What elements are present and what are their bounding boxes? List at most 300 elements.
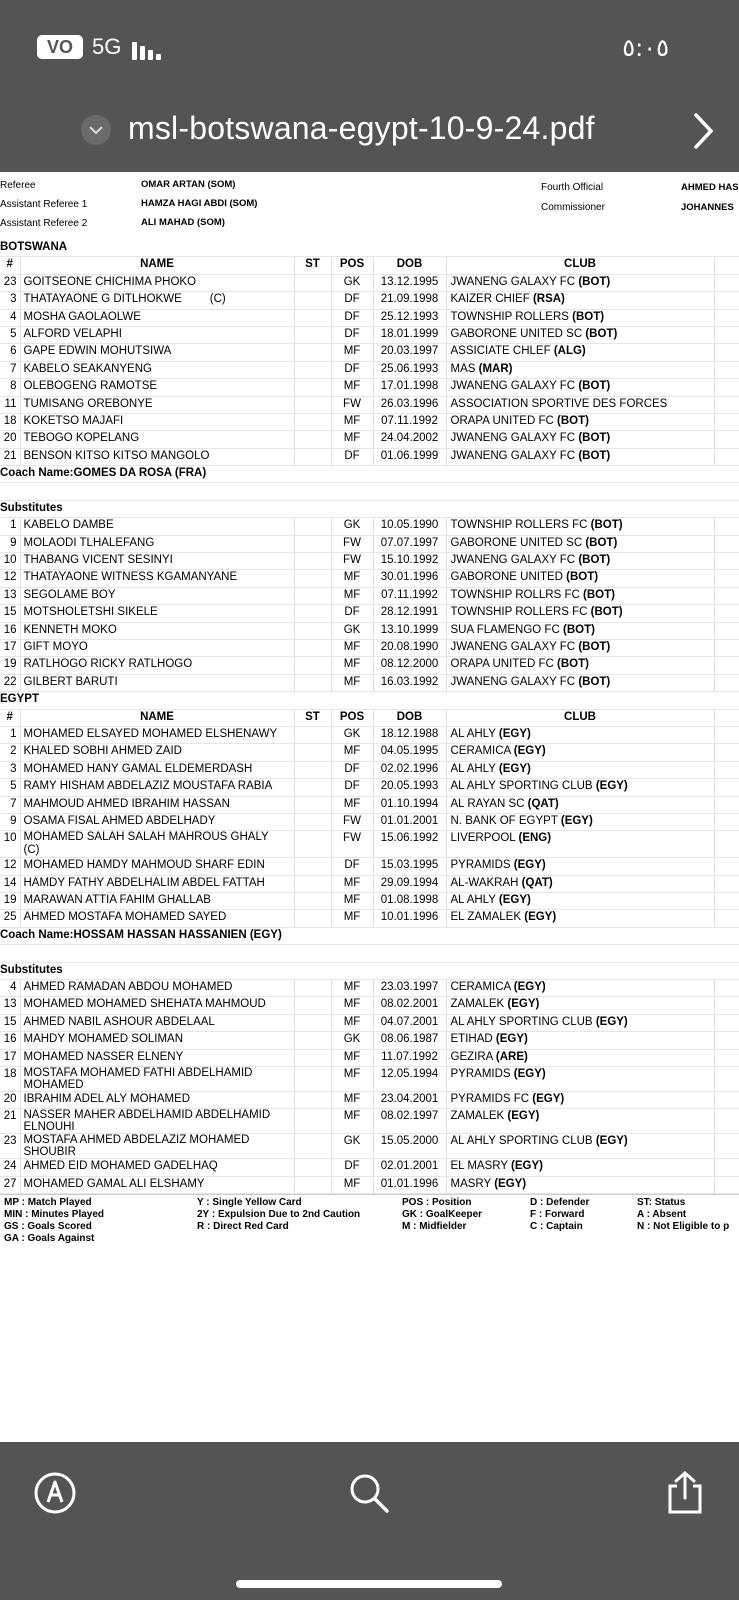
table-row [0, 779, 739, 796]
player-number: 18 [0, 1066, 20, 1091]
extra-cell [714, 344, 739, 361]
player-dob: 13.12.1995 [373, 274, 446, 291]
extra-cell [714, 553, 739, 570]
player-status [294, 570, 331, 587]
club-name: JWANENG GALAXY FC [450, 640, 576, 653]
squad-table [0, 240, 739, 1194]
player-status [294, 622, 331, 639]
club-name: KAIZER CHIEF [450, 293, 530, 306]
club-name: AL AHLY [450, 762, 496, 775]
player-dob: 01.08.1998 [373, 893, 446, 910]
player-name-text: MOHAMED ELSAYED MOHAMED ELSHENAWY [23, 727, 278, 740]
player-club [446, 379, 714, 396]
extra-cell [714, 1159, 739, 1176]
club-country: (EGY) [560, 814, 593, 827]
extra-cell [714, 858, 739, 875]
player-position: DF [331, 361, 373, 378]
player-club [446, 726, 714, 743]
club-name: AL AHLY [450, 727, 496, 740]
extra-cell [714, 893, 739, 910]
table-row [0, 622, 739, 639]
player-dob: 17.01.1998 [373, 379, 446, 396]
pdf-page [0, 172, 739, 1442]
table-row [0, 1014, 739, 1031]
official-label: Fourth Official [541, 182, 604, 193]
player-club [446, 910, 714, 927]
player-name-text: KOKETSO MAJAFI [23, 414, 124, 427]
club-name: EL MASRY [450, 1160, 508, 1173]
player-club [446, 570, 714, 587]
player-status [294, 639, 331, 656]
official-value: HAMZA HAGI ABDI (SOM) [141, 198, 258, 209]
club-name: CERAMICA [450, 981, 511, 994]
player-dob: 23.04.2001 [373, 1091, 446, 1108]
player-dob: 20.03.1997 [373, 344, 446, 361]
club-country: (BOT) [590, 606, 623, 619]
extra-cell [714, 1066, 739, 1091]
next-button[interactable] [691, 109, 717, 158]
legend-item: M : Midfielder [402, 1221, 467, 1233]
table-row [0, 813, 739, 830]
substitutes-title-text: Substitutes [0, 962, 739, 979]
player-dob: 18.12.1988 [373, 726, 446, 743]
player-name [20, 605, 294, 622]
player-dob: 25.06.1993 [373, 361, 446, 378]
player-position: MF [331, 1176, 373, 1193]
club-name: AL RAYAN SC [450, 797, 525, 810]
player-number: 19 [0, 657, 20, 674]
legend-item: 2Y : Expulsion Due to 2nd Caution [197, 1209, 361, 1221]
legend-item: R : Direct Red Card [197, 1221, 289, 1233]
player-status [294, 1049, 331, 1066]
player-club [446, 639, 714, 656]
player-name-text: TUMISANG OREBONYE [23, 397, 153, 410]
player-number: 4 [0, 309, 20, 326]
player-position: DF [331, 858, 373, 875]
table-row [0, 875, 739, 892]
club-name: GABORONE UNITED SC [450, 327, 583, 340]
club-name: LIVERPOOL [450, 832, 516, 845]
player-dob: 04.07.2001 [373, 1014, 446, 1031]
club-country: (BOT) [562, 623, 595, 636]
player-name-text: KABELO SEAKANYENG [23, 362, 152, 375]
club-country: (EGY) [513, 1067, 546, 1080]
player-name [20, 875, 294, 892]
title-menu-button[interactable] [81, 115, 111, 145]
player-dob: 02.02.1996 [373, 761, 446, 778]
table-row [0, 657, 739, 674]
player-name-text: ALFORD VELAPHI [23, 327, 122, 340]
table-row [0, 587, 739, 604]
substitutes-title [0, 962, 739, 979]
club-name: TOWNSHIP ROLLRS FC [450, 588, 580, 601]
table-row [0, 326, 739, 343]
player-status [294, 431, 331, 448]
player-club [446, 1134, 714, 1159]
club-name: AL-WAKRAH [450, 876, 519, 889]
club-name: JWANENG GALAXY FC [450, 275, 576, 288]
table-row [0, 292, 739, 309]
table-header [0, 709, 739, 726]
club-name: JWANENG GALAXY FC [450, 449, 576, 462]
player-name-line2: (C) [23, 844, 40, 857]
player-name-text: AHMED RAMADAN ABDOU MOHAMED [23, 981, 233, 994]
club-country: (EGY) [494, 1177, 527, 1190]
official-value: OMAR ARTAN (SOM) [141, 179, 236, 190]
table-row [0, 761, 739, 778]
player-name [20, 980, 294, 997]
legend-col [402, 1197, 482, 1233]
player-name-text: KHALED SOBHI AHMED ZAID [23, 745, 182, 758]
player-name [20, 553, 294, 570]
player-club [446, 875, 714, 892]
player-number: 3 [0, 292, 20, 309]
extra-cell [714, 448, 739, 465]
player-number: 5 [0, 779, 20, 796]
player-name [20, 361, 294, 378]
extra-cell [714, 413, 739, 430]
club-country: (EGY) [524, 911, 557, 924]
extra-cell [714, 326, 739, 343]
club-country: (EGY) [595, 1015, 628, 1028]
club-name: TOWNSHIP ROLLERS FC [450, 519, 588, 532]
legend-item: GA : Goals Against [4, 1233, 95, 1245]
player-position: MF [331, 1049, 373, 1066]
player-name [20, 674, 294, 691]
official-value: JOHANNES [681, 202, 734, 213]
extra-cell [714, 570, 739, 587]
player-position: GK [331, 1032, 373, 1049]
player-status [294, 980, 331, 997]
club-country: (ALG) [553, 345, 586, 358]
viewer-header [0, 0, 739, 172]
table-row [0, 674, 739, 691]
club-name: GEZIRA [450, 1050, 493, 1063]
player-name-text: IBRAHIM ADEL ALY MOHAMED [23, 1092, 191, 1105]
player-number: 9 [0, 813, 20, 830]
player-status [294, 448, 331, 465]
player-club [446, 674, 714, 691]
player-number: 10 [0, 831, 20, 858]
extra-cell [714, 639, 739, 656]
player-name [20, 1159, 294, 1176]
player-dob: 15.03.1995 [373, 858, 446, 875]
player-dob: 25.12.1993 [373, 309, 446, 326]
table-row [0, 831, 739, 858]
player-status [294, 1176, 331, 1193]
player-status [294, 997, 331, 1014]
player-dob: 26.03.1996 [373, 396, 446, 413]
table-row [0, 518, 739, 535]
player-status [294, 553, 331, 570]
extra-cell [714, 761, 739, 778]
header-extra [714, 709, 739, 726]
player-club [446, 813, 714, 830]
player-club [446, 361, 714, 378]
markup-button[interactable] [32, 1470, 78, 1516]
player-number: 12 [0, 570, 20, 587]
extra-cell [714, 518, 739, 535]
table-row [0, 431, 739, 448]
player-number: 15 [0, 605, 20, 622]
legend-item: D : Defender [530, 1197, 590, 1209]
header-club: CLUB [446, 257, 714, 274]
player-name [20, 1109, 294, 1134]
player-name-text: MOHAMED MOHAMED SHEHATA MAHMOUD [23, 998, 266, 1011]
club-name: JWANENG GALAXY FC [450, 554, 576, 567]
club-name: PYRAMIDS [450, 859, 511, 872]
player-name [20, 292, 294, 309]
club-country: (EGY) [513, 859, 546, 872]
club-country: (QAT) [521, 876, 553, 889]
player-dob: 28.12.1991 [373, 605, 446, 622]
document-title: msl-botswana-egypt-10-9-24.pdf [128, 110, 595, 146]
club-name: PYRAMIDS FC [450, 1092, 530, 1105]
club-name: GABORONE UNITED SC [450, 536, 583, 549]
player-status [294, 831, 331, 858]
player-club [446, 518, 714, 535]
player-name-text: MOSTAFA MOHAMED FATHI ABDELHAMID [23, 1066, 253, 1079]
extra-cell [714, 726, 739, 743]
player-number: 17 [0, 1049, 20, 1066]
legend-item: A : Absent [637, 1209, 687, 1221]
player-name [20, 1091, 294, 1108]
table-row [0, 605, 739, 622]
player-position: MF [331, 413, 373, 430]
player-name-text: KABELO DAMBE [23, 519, 114, 532]
table-row [0, 1159, 739, 1176]
player-club [446, 779, 714, 796]
player-number: 5 [0, 326, 20, 343]
player-name [20, 858, 294, 875]
player-status [294, 1159, 331, 1176]
legend-item: MP : Match Played [4, 1197, 92, 1209]
player-number: 20 [0, 431, 20, 448]
player-position: MF [331, 1066, 373, 1091]
player-position: DF [331, 292, 373, 309]
player-number: 27 [0, 1176, 20, 1193]
table-row [0, 639, 739, 656]
player-number: 1 [0, 518, 20, 535]
club-name: EL ZAMALEK [450, 911, 522, 924]
player-dob: 30.01.1996 [373, 570, 446, 587]
table-row [0, 997, 739, 1014]
player-number: 23 [0, 274, 20, 291]
player-club [446, 396, 714, 413]
player-club [446, 980, 714, 997]
player-number: 14 [0, 875, 20, 892]
official-label: Commissioner [541, 202, 605, 213]
extra-cell [714, 605, 739, 622]
player-number: 3 [0, 761, 20, 778]
player-name [20, 379, 294, 396]
club-country: (BOT) [578, 449, 611, 462]
player-status [294, 344, 331, 361]
table-row [0, 274, 739, 291]
player-name [20, 1014, 294, 1031]
player-name-text: THATAYAONE G DITLHOKWE [23, 293, 182, 306]
table-row [0, 413, 739, 430]
spacer [0, 945, 739, 962]
player-club [446, 744, 714, 761]
legend-item: ST: Status [637, 1197, 686, 1209]
player-status [294, 309, 331, 326]
player-status [294, 858, 331, 875]
player-dob: 20.05.1993 [373, 779, 446, 796]
extra-cell [714, 779, 739, 796]
player-position: GK [331, 622, 373, 639]
club-name: CERAMICA [450, 745, 511, 758]
club-country: (EGY) [495, 1033, 528, 1046]
player-name-text: GIFT MOYO [23, 640, 88, 653]
header-extra [714, 257, 739, 274]
player-number: 7 [0, 796, 20, 813]
substitutes-title-text: Substitutes [0, 500, 739, 517]
coach-name-text: Coach Name:GOMES DA ROSA (FRA) [0, 466, 739, 483]
player-dob: 15.05.2000 [373, 1134, 446, 1159]
player-dob: 01.01.2001 [373, 813, 446, 830]
player-position: GK [331, 1134, 373, 1159]
player-name [20, 518, 294, 535]
club-country: (BOT) [578, 432, 611, 445]
player-name-text: RATLHOGO RICKY RATLHOGO [23, 658, 193, 671]
markup-icon [32, 1470, 78, 1516]
table-row [0, 726, 739, 743]
player-position: FW [331, 396, 373, 413]
player-name-text: MARAWAN ATTIA FAHIM GHALLAB [23, 894, 211, 907]
club-name: TOWNSHIP ROLLERS FC [450, 606, 588, 619]
player-name-text: MOTSHOLETSHI SIKELE [23, 606, 158, 619]
player-name [20, 587, 294, 604]
player-name-text: AHMED MOSTAFA MOHAMED SAYED [23, 911, 227, 924]
club-country: (BOT) [557, 414, 589, 427]
player-name-text: THABANG VICENT SESINYI [23, 554, 173, 567]
club-name: ASSOCIATION SPORTIVE DES FORCES [450, 397, 668, 410]
player-dob: 11.07.1992 [373, 1049, 446, 1066]
player-name [20, 1032, 294, 1049]
club-country: (EGY) [532, 1092, 565, 1105]
player-number: 18 [0, 413, 20, 430]
bottom-toolbar [0, 1442, 739, 1600]
club-country: (BOT) [578, 554, 611, 567]
player-dob: 23.03.1997 [373, 980, 446, 997]
player-name [20, 570, 294, 587]
player-number: 21 [0, 448, 20, 465]
extra-cell [714, 1091, 739, 1108]
club-country: (EGY) [513, 745, 546, 758]
player-position: MF [331, 1091, 373, 1108]
search-button[interactable] [346, 1470, 392, 1516]
chevron-down-icon [88, 123, 104, 137]
player-dob: 15.06.1992 [373, 831, 446, 858]
player-club [446, 657, 714, 674]
spacer-cell [0, 945, 739, 962]
player-position: MF [331, 875, 373, 892]
club-name: JWANENG GALAXY FC [450, 380, 576, 393]
player-name [20, 813, 294, 830]
player-position: MF [331, 796, 373, 813]
player-name [20, 639, 294, 656]
player-club [446, 448, 714, 465]
player-club [446, 326, 714, 343]
player-number: 13 [0, 997, 20, 1014]
player-club [446, 344, 714, 361]
player-club [446, 831, 714, 858]
club-name: GABORONE UNITED [450, 571, 563, 584]
player-name [20, 344, 294, 361]
player-club [446, 1159, 714, 1176]
official-label: Assistant Referee 2 [0, 218, 88, 229]
player-position: FW [331, 535, 373, 552]
player-name [20, 309, 294, 326]
player-club [446, 997, 714, 1014]
player-position: GK [331, 726, 373, 743]
extra-cell [714, 1109, 739, 1134]
share-button[interactable] [662, 1470, 708, 1516]
player-name [20, 1134, 294, 1159]
table-row [0, 1066, 739, 1091]
spacer [0, 483, 739, 500]
club-country: (EGY) [595, 1135, 628, 1148]
legend [0, 1194, 739, 1255]
team-title [0, 240, 739, 257]
player-dob: 10.01.1996 [373, 910, 446, 927]
player-number: 12 [0, 858, 20, 875]
header-st: ST [294, 709, 331, 726]
table-row [0, 448, 739, 465]
player-club [446, 858, 714, 875]
club-country: (EGY) [507, 1110, 540, 1123]
club-country: (EGY) [595, 780, 628, 793]
extra-cell [714, 875, 739, 892]
legend-col [197, 1197, 360, 1233]
player-dob: 04.05.1995 [373, 744, 446, 761]
player-dob: 16.03.1992 [373, 674, 446, 691]
player-position: FW [331, 813, 373, 830]
player-position: MF [331, 344, 373, 361]
player-number: 8 [0, 379, 20, 396]
player-club [446, 761, 714, 778]
player-club [446, 1091, 714, 1108]
club-name: AL AHLY SPORTING CLUB [450, 780, 593, 793]
header-dob: DOB [373, 709, 446, 726]
player-number: 4 [0, 980, 20, 997]
extra-cell [714, 813, 739, 830]
player-position: MF [331, 893, 373, 910]
coach-name-text: Coach Name:HOSSAM HASSAN HASSANIEN (EGY) [0, 927, 739, 944]
spacer-cell [0, 483, 739, 500]
extra-cell [714, 910, 739, 927]
player-name [20, 744, 294, 761]
extra-cell [714, 535, 739, 552]
player-status [294, 1134, 331, 1159]
player-status [294, 875, 331, 892]
player-name [20, 448, 294, 465]
extra-cell [714, 379, 739, 396]
player-position: DF [331, 326, 373, 343]
player-status [294, 587, 331, 604]
player-name [20, 1066, 294, 1091]
extra-cell [714, 674, 739, 691]
player-name [20, 831, 294, 858]
club-country: (ENG) [518, 832, 552, 845]
clock: ٥:٠٥ [622, 34, 669, 62]
player-position: MF [331, 570, 373, 587]
legend-item: MIN : Minutes Played [4, 1209, 105, 1221]
player-dob: 12.05.1994 [373, 1066, 446, 1091]
club-name: ETIHAD [450, 1033, 493, 1046]
player-name [20, 779, 294, 796]
